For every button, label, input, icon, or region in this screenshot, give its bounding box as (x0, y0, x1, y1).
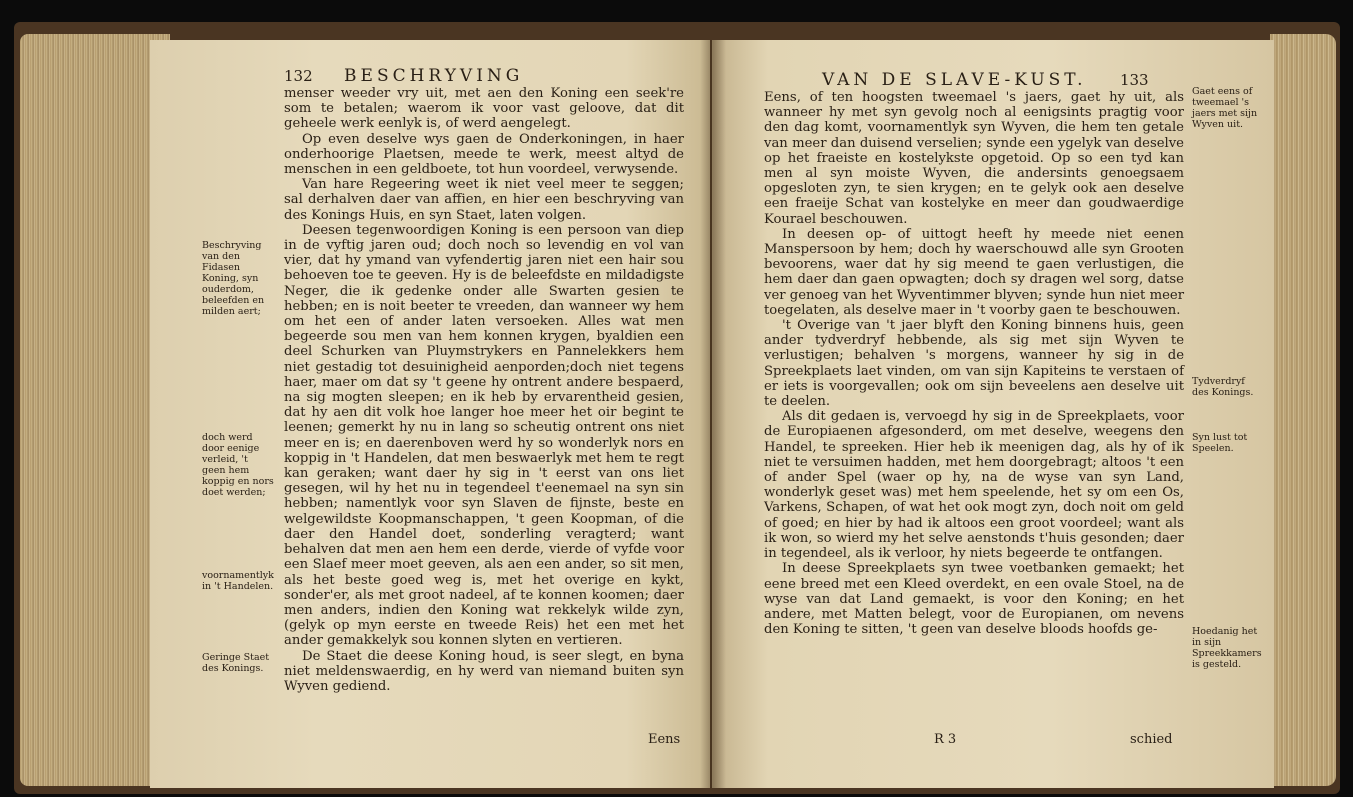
margin-note: Gaet eens of tweemael 's jaers met sijn Wyven uit. (1192, 86, 1258, 130)
paragraph: menser weeder vry uit, met aen den Koning een seek're som te betalen; waerom ik voor vast geloove, dat dit geheele werk eenlyk is, of werd aengelegt. (284, 86, 684, 132)
left-running-head (284, 66, 523, 86)
right-page-number: 133 (1119, 71, 1149, 89)
paragraph: Op even deselve wys gaen de Onderkoningen, in haer onderhoorige Plaetsen, meede te werk, meest altyd de menschen in een geldboete, tot hun voordeel, verwysende. (284, 131, 684, 178)
margin-note: Hoedanig het in sijn Spreekkamers is gesteld. (1192, 626, 1262, 670)
left-body-text (284, 86, 684, 694)
margin-note: voornamentlyk in 't Handelen. (202, 570, 274, 592)
paragraph: Deesen tegenwoordigen Koning is een persoon van diep in de vyftig jaren oud; doch noch so levendig en vol van vier, dat hy ymand van vyfendertig jaren niet een hair sou behoeven toe te geeven. Hy is de beleefdste en mildadigste Neger, die ik gedenke onder alle Swarten gesien te hebben; en is noit beeter te vreeden, dan wanneer wy hem om het een of ander laten versoeken. Alles wat men begeerde sou men van hem konnen krygen, byaldien een deel Schurken van Pluymstrykers en Pannelekkers hem niet gestadig tot desuinigheid aenporden;doch niet tegens haer, maer om dat sy 't geene hy ontrent andere bespaerd, na sig mogten sleepen; en ik heb by ervarentheid gesien, dat hy aen dit volk hoe langer hoe meer het oir begint te leenen; gemerkt hy nu in lang so scheutig ontrent ons niet meer en is; en daerenboven werd hy so wonderlyk nors en koppig in 't Handelen, dat men beswaerlyk met hem te regt kan geraken; want daer hy sig in 't eerst van ons liet gesegen, wil hy het nu in tegendeel t'eenemael na syn sin hebben; namentlyk voor syn Slaven de fijnste, beste en welgewildste Koopmanschappen, 't geen Koopman, of die daer den Handel doet, sonderling veragterd; want behalven dat men aen hem een derde, vierde of vyfde voor een Slaef meer moet geeven, als aen een ander, so sit men, als het beste goed weg is, met het overige en kykt, sonder'er, als met groot nadeel, af te konnen koomen; daer men anders, indien den Koning wat rekkelyk wilde zyn, (gelyk op myn eerste en tweede Reis) het een met het ander gemakkelyk sou konnen slyten en vertieren. (284, 222, 684, 649)
paragraph: Van hare Regeering weet ik niet veel meer te seggen; sal derhalven daer van affien, en hier een beschryving van des Konings Huis, en syn Staet, laten volgen. (284, 177, 684, 223)
left-head-title: BESCHRYVING (344, 66, 524, 86)
right-body-text (764, 90, 1184, 637)
right-page-edges (1270, 34, 1336, 786)
left-page (150, 40, 710, 788)
margin-note: Geringe Staet des Konings. (202, 652, 270, 674)
margin-note: Beschryving van den Fidasen Koning, syn ouderdom, beleefden en milden aert; (202, 240, 265, 317)
paragraph: 't Overige van 't jaer blyft den Koning binnens huis, geen ander tydverdryf hebbende, als sig met sijn Wyven te verlustigen; behalven 's morgens, wanneer hy sig in de Spreekplaets laet vinden, om van sijn Kapiteins te verstaen of er iets is voorgevallen; ook om sijn beveelens aen deselve uit te deelen. (764, 318, 1184, 410)
margin-note: Tydverdryf des Konings. (1192, 376, 1254, 398)
paragraph: De Staet die deese Koning houd, is seer slegt, en byna niet meldenswaerdig, en hy werd van niemand buiten syn Wyven gediend. (284, 648, 684, 694)
left-page-number: 132 (284, 67, 313, 85)
right-catchword: schied (1130, 732, 1173, 747)
margin-note: Syn lust tot Speelen. (1192, 432, 1248, 454)
left-catchword: Eens (648, 732, 681, 747)
paragraph: Eens, of ten hoogsten tweemael 's jaers, gaet hy uit, als wanneer hy met syn gevolg noch al eenigsints pragtig voor den dag komt, voornamentlyk syn Wyven, die hem ten getale van meer dan duisend verselien; synde een ygelyk van deselve op het fraeiste en kostelykste opgetoid. Op so een tyd kan men al syn moiste Wyven, die andersints genoegsaem opgesloten zyn, te sien krygen; en te gelyk ook aen deselve een fraeije Schat van kostelyke en meer dan goudwaerdige Kourael beschouwen. (764, 90, 1184, 227)
paragraph: In deesen op- of uittogt heeft hy meede niet eenen Manspersoon by hem; doch hy waerschouwd alle syn Grooten bevoorens, waer dat hy sig meend te gaen verlustigen, die hem daer dan gaen opwagten; doch sy dragen wel sorg, datse ver genoeg van het Wyventimmer blyven; synde hun niet meer toegelaten, als deselve maer in 't voorby gaen te beschouwen. (764, 226, 1184, 318)
margin-note: doch werd door eenige verleid, 't geen hem koppig en nors doet werden; (202, 432, 274, 498)
right-head-title: VAN DE SLAVE-KUST. (822, 70, 1087, 90)
signature-mark: R 3 (934, 732, 957, 747)
book-gutter (700, 40, 726, 788)
right-page (712, 40, 1274, 788)
left-page-edges (20, 34, 170, 786)
paragraph: In deese Spreekplaets syn twee voetbanken gemaekt; het eene breed met een Kleed overdekt, en een ovale Stoel, na de wyse van dat Land gemaekt, is voor den Koning; en het andere, met Matten belegt, voor de Europianen, om nevens den Koning te sitten, 't geen van deselve bloods hoofds ge- (764, 561, 1184, 638)
right-running-head (822, 70, 1149, 90)
paragraph: Als dit gedaen is, vervoegd hy sig in de Spreekplaets, voor de Europiaenen afgesonderd, om met deselve, weegens den Handel, te spreeken. Hier heb ik meenigen dag, als hy of ik niet te versuimen hadden, met hem doorgebragt; altoos 't een of ander Spel (waer op hy, na de wyse van syn Land, wonderlyk geset was) met hem speelende, het sy om een Os, Varkens, Schapen, of wat het ook mogt zyn, doch noit om geld of goed; en hier by had ik altoos een groot voordeel; want als ik won, so wierd my het selve aenstonds t'huis gesonden; daer in tegendeel, als ik verloor, hy niets begeerde te ontfangen. (764, 409, 1184, 562)
